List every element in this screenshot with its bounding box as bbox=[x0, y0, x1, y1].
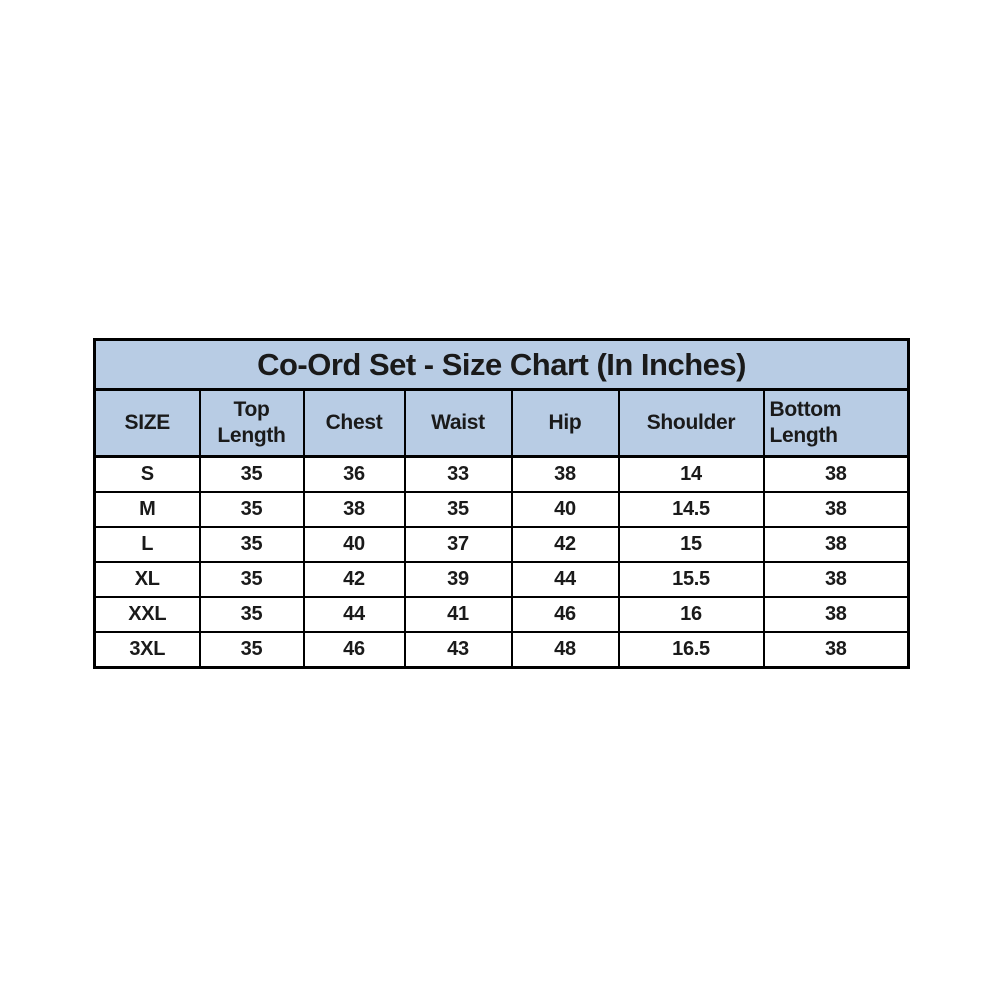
measurement-value: 38 bbox=[764, 632, 909, 668]
size-row-3xl bbox=[95, 632, 909, 668]
measurement-value: 35 bbox=[200, 492, 304, 527]
measurement-value: 38 bbox=[764, 527, 909, 562]
size-chart-body bbox=[95, 457, 909, 668]
size-label: S bbox=[95, 457, 200, 493]
measurement-value: 16.5 bbox=[619, 632, 764, 668]
chart-title: Co-Ord Set - Size Chart (In Inches) bbox=[95, 340, 909, 390]
measurement-value: 38 bbox=[512, 457, 619, 493]
measurement-value: 40 bbox=[304, 527, 405, 562]
measurement-value: 46 bbox=[304, 632, 405, 668]
measurement-value: 38 bbox=[764, 457, 909, 493]
measurement-value: 38 bbox=[304, 492, 405, 527]
measurement-value: 39 bbox=[405, 562, 512, 597]
measurement-value: 35 bbox=[405, 492, 512, 527]
column-header-top-length: Top Length bbox=[200, 390, 304, 457]
measurement-value: 35 bbox=[200, 597, 304, 632]
size-chart-table bbox=[93, 338, 910, 669]
measurement-value: 42 bbox=[304, 562, 405, 597]
measurement-value: 15 bbox=[619, 527, 764, 562]
measurement-value: 37 bbox=[405, 527, 512, 562]
measurement-value: 44 bbox=[512, 562, 619, 597]
measurement-value: 38 bbox=[764, 562, 909, 597]
size-label: XL bbox=[95, 562, 200, 597]
measurement-value: 38 bbox=[764, 597, 909, 632]
measurement-value: 35 bbox=[200, 632, 304, 668]
measurement-value: 48 bbox=[512, 632, 619, 668]
size-row-xxl bbox=[95, 597, 909, 632]
measurement-value: 16 bbox=[619, 597, 764, 632]
size-row-xl bbox=[95, 562, 909, 597]
measurement-value: 41 bbox=[405, 597, 512, 632]
header-row bbox=[95, 390, 909, 457]
title-row bbox=[95, 340, 909, 390]
size-chart bbox=[93, 338, 910, 669]
measurement-value: 42 bbox=[512, 527, 619, 562]
measurement-value: 40 bbox=[512, 492, 619, 527]
measurement-value: 35 bbox=[200, 527, 304, 562]
column-header-hip: Hip bbox=[512, 390, 619, 457]
column-header-shoulder: Shoulder bbox=[619, 390, 764, 457]
measurement-value: 38 bbox=[764, 492, 909, 527]
measurement-value: 36 bbox=[304, 457, 405, 493]
measurement-value: 43 bbox=[405, 632, 512, 668]
measurement-value: 35 bbox=[200, 562, 304, 597]
measurement-value: 14 bbox=[619, 457, 764, 493]
size-label: XXL bbox=[95, 597, 200, 632]
column-header-chest: Chest bbox=[304, 390, 405, 457]
measurement-value: 46 bbox=[512, 597, 619, 632]
measurement-value: 44 bbox=[304, 597, 405, 632]
size-label: 3XL bbox=[95, 632, 200, 668]
column-header-waist: Waist bbox=[405, 390, 512, 457]
size-row-l bbox=[95, 527, 909, 562]
size-label: L bbox=[95, 527, 200, 562]
measurement-value: 14.5 bbox=[619, 492, 764, 527]
measurement-value: 35 bbox=[200, 457, 304, 493]
measurement-value: 15.5 bbox=[619, 562, 764, 597]
column-header-bottom-length: Bottom Length bbox=[764, 390, 909, 457]
size-row-s bbox=[95, 457, 909, 493]
size-row-m bbox=[95, 492, 909, 527]
column-header-size: SIZE bbox=[95, 390, 200, 457]
measurement-value: 33 bbox=[405, 457, 512, 493]
size-label: M bbox=[95, 492, 200, 527]
